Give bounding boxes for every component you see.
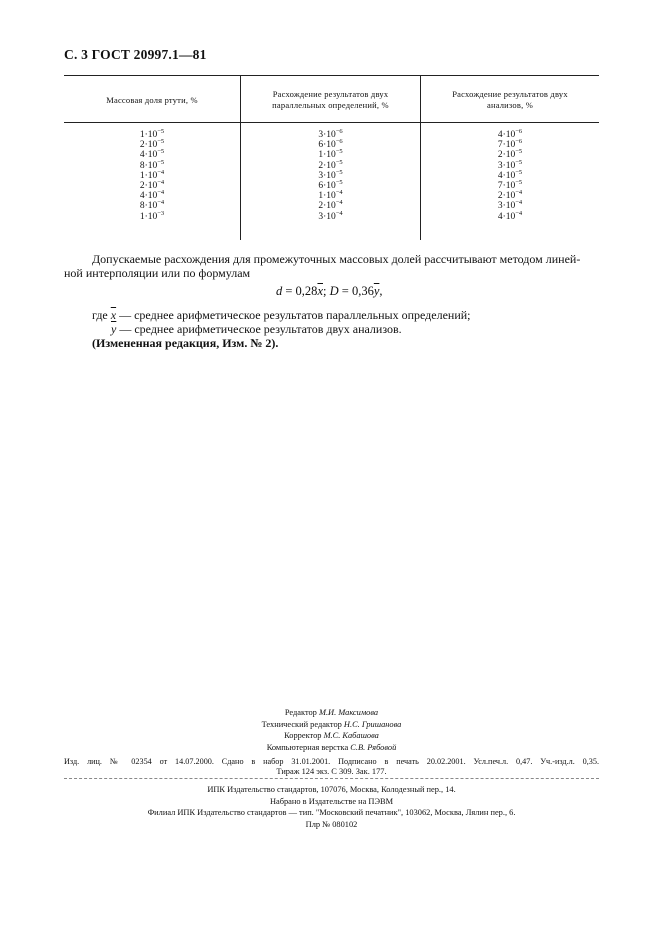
cell-exponent: −6 [515, 138, 523, 146]
publisher-address: ИПК Издательство стандартов, 107076, Москва, Колодезный пер., 14. [207, 785, 456, 794]
cell-exponent: −5 [515, 158, 523, 166]
print-run: Тираж 124 экз. С 309. Зак. 177. [276, 767, 387, 776]
cell-exponent: −3 [157, 209, 165, 217]
cell-mantissa: 2·10 [318, 201, 336, 212]
analysis-discrepancy-column [421, 130, 599, 222]
header-line: Массовая доля ртути, % [106, 95, 198, 105]
formula-separator: ; [323, 284, 330, 298]
formula-x-bar: $\overline{x}$ [317, 284, 323, 298]
cell-exponent: −4 [515, 199, 523, 207]
cell-exponent: −4 [157, 199, 165, 207]
cell-exponent: −4 [335, 189, 343, 197]
where-prefix: где [92, 308, 111, 322]
table-cell [64, 191, 240, 201]
table-cell [421, 130, 599, 140]
table-cell [241, 150, 420, 160]
table-cell [241, 130, 420, 140]
dashed-separator [64, 778, 599, 779]
cell-exponent: −6 [335, 128, 343, 135]
cell-mantissa: 4·10 [497, 211, 516, 222]
table-cell [241, 181, 420, 191]
table-cell [241, 209, 420, 222]
where-y-line [111, 322, 402, 337]
table-cell [64, 209, 240, 222]
printing-branch: Филиал ИПК Издательство стандартов — тип. "Московский печатник", 103062, Москва, Лялин пер., 6. [147, 808, 516, 817]
table-cell [421, 181, 599, 191]
cell-mantissa: 6·10 [318, 181, 336, 192]
editor-credit [64, 707, 599, 719]
cell-mantissa: 4·10 [139, 150, 158, 161]
cell-exponent: −5 [157, 148, 165, 156]
cell-mantissa: 7·10 [497, 181, 516, 192]
credit-label: Технический редактор [261, 719, 344, 729]
table-cell [421, 168, 599, 181]
table-header-col2 [241, 89, 420, 111]
table-cell [64, 150, 240, 160]
paragraph-line-1: Допускаемые расхождения для промежуточных массовых долей рассчитывают методом линей- [92, 252, 581, 266]
credit-label: Редактор [284, 708, 319, 717]
formula-coef-2: = 0,36 [338, 284, 374, 298]
table-cell [64, 181, 240, 191]
table-cell [241, 168, 420, 181]
formula-D: D [329, 284, 339, 298]
cell-exponent: −5 [157, 158, 165, 166]
cell-exponent: −6 [515, 128, 523, 135]
cell-mantissa: 1·10 [139, 130, 158, 140]
cell-mantissa: 3·10 [497, 201, 516, 212]
cell-exponent: −4 [515, 209, 523, 217]
table-header-col3 [421, 89, 599, 111]
table-cell [421, 140, 599, 150]
cell-mantissa: 2·10 [139, 140, 158, 151]
cell-exponent: −5 [335, 158, 343, 166]
cell-mantissa: 3·10 [318, 211, 336, 222]
cell-exponent: −5 [515, 179, 523, 187]
table-cell [421, 201, 599, 211]
layout-credit [64, 742, 599, 754]
formula-end: , [379, 284, 383, 298]
table-cell [241, 158, 420, 171]
cell-mantissa: 1·10 [139, 211, 158, 222]
table-cell [421, 209, 599, 222]
credit-name: М.И. Максимова [318, 708, 379, 717]
data-table [64, 75, 599, 240]
credit-name: С.В. Рябовой [350, 742, 397, 752]
cell-exponent: −4 [335, 209, 343, 217]
table-cell [421, 158, 599, 171]
mercury-fraction-column [64, 130, 240, 222]
cell-mantissa: 1·10 [139, 170, 158, 181]
cell-mantissa: 6·10 [318, 140, 336, 151]
cell-exponent: −5 [335, 148, 343, 156]
credit-name: М.С. Кабашова [323, 731, 379, 740]
table-cell [241, 191, 420, 201]
header-line: Расхождение результатов двух [452, 89, 568, 99]
license-number: Плр № 080102 [305, 819, 358, 829]
cell-exponent: −5 [335, 168, 343, 176]
table-header-col1 [64, 95, 240, 106]
x-bar-symbol: $\overline{x}$ [110, 308, 117, 322]
parallel-discrepancy-column [241, 130, 420, 222]
cell-mantissa: 1·10 [318, 150, 336, 161]
cell-exponent: −5 [335, 179, 343, 187]
cell-exponent: −4 [157, 168, 165, 176]
table-cell [64, 168, 240, 181]
table-cell [64, 158, 240, 171]
cell-exponent: −6 [335, 138, 343, 146]
cell-mantissa: 3·10 [318, 170, 336, 181]
credit-label: Корректор [284, 731, 324, 740]
cell-mantissa: 2·10 [497, 150, 516, 161]
y-bar-symbol: $\overline{y}$ [111, 322, 117, 336]
page-header: С. 3 ГОСТ 20997.1—81 [64, 47, 207, 62]
formula-d: d [276, 284, 283, 298]
cell-mantissa: 2·10 [139, 181, 158, 192]
cell-mantissa: 4·10 [139, 191, 158, 202]
table-cell [241, 140, 420, 150]
cell-mantissa: 2·10 [497, 191, 516, 202]
cell-exponent: −5 [157, 138, 165, 146]
cell-exponent: −5 [157, 128, 165, 135]
table-cell [421, 150, 599, 160]
cell-mantissa: 8·10 [139, 160, 158, 171]
table-cell [64, 130, 240, 140]
table-cell [241, 201, 420, 211]
corrector-credit [64, 730, 599, 742]
table-cell [421, 191, 599, 201]
table-header-rule [64, 122, 599, 123]
formula-y-bar: $\overline{y}$ [373, 284, 380, 298]
cell-mantissa: 3·10 [497, 160, 516, 171]
formula [276, 284, 383, 299]
cell-exponent: −4 [157, 179, 165, 187]
header-line: анализов, % [486, 100, 534, 110]
table-cell [64, 201, 240, 211]
where-x-line [92, 308, 471, 323]
cell-mantissa: 7·10 [497, 140, 516, 151]
y-description: — среднее арифметическое результатов двух анализов. [116, 322, 402, 336]
tech-editor-credit [64, 719, 599, 731]
cell-mantissa: 2·10 [318, 160, 336, 171]
credit-name: Н.С. Гришанова [343, 719, 402, 729]
cell-mantissa: 8·10 [139, 201, 158, 212]
credit-label: Компьютерная верстка [266, 742, 351, 752]
cell-mantissa: 4·10 [497, 130, 516, 140]
header-line: параллельных определений, % [272, 100, 389, 110]
publication-details: Изд. лиц. № 02354 от 14.07.2000. Сдано в набор 31.01.2001. Подписано в печать 20.02.2001. Усл.печ.л. 0,47. Уч.-изд.л. 0,35. [64, 757, 599, 766]
cell-mantissa: 3·10 [318, 130, 336, 140]
amendment-note: (Измененная редакция, Изм. № 2). [92, 336, 279, 350]
header-line: Расхождение результатов двух [272, 89, 389, 99]
table-top-rule [64, 75, 599, 76]
cell-exponent: −5 [515, 168, 523, 176]
cell-exponent: −4 [157, 189, 165, 197]
cell-mantissa: 4·10 [497, 170, 516, 181]
formula-coef-1: = 0,28 [282, 284, 318, 298]
cell-exponent: −4 [515, 189, 523, 197]
cell-mantissa: 1·10 [318, 191, 336, 202]
cell-exponent: −4 [335, 199, 343, 207]
cell-exponent: −5 [515, 148, 523, 156]
x-description: — среднее арифметическое результатов параллельных определений; [116, 308, 471, 322]
typeset-note: Набрано в Издательстве на ПЭВМ [269, 796, 394, 806]
paragraph-line-2: ной интерполяции или по формулам [64, 266, 251, 280]
table-cell [64, 140, 240, 150]
